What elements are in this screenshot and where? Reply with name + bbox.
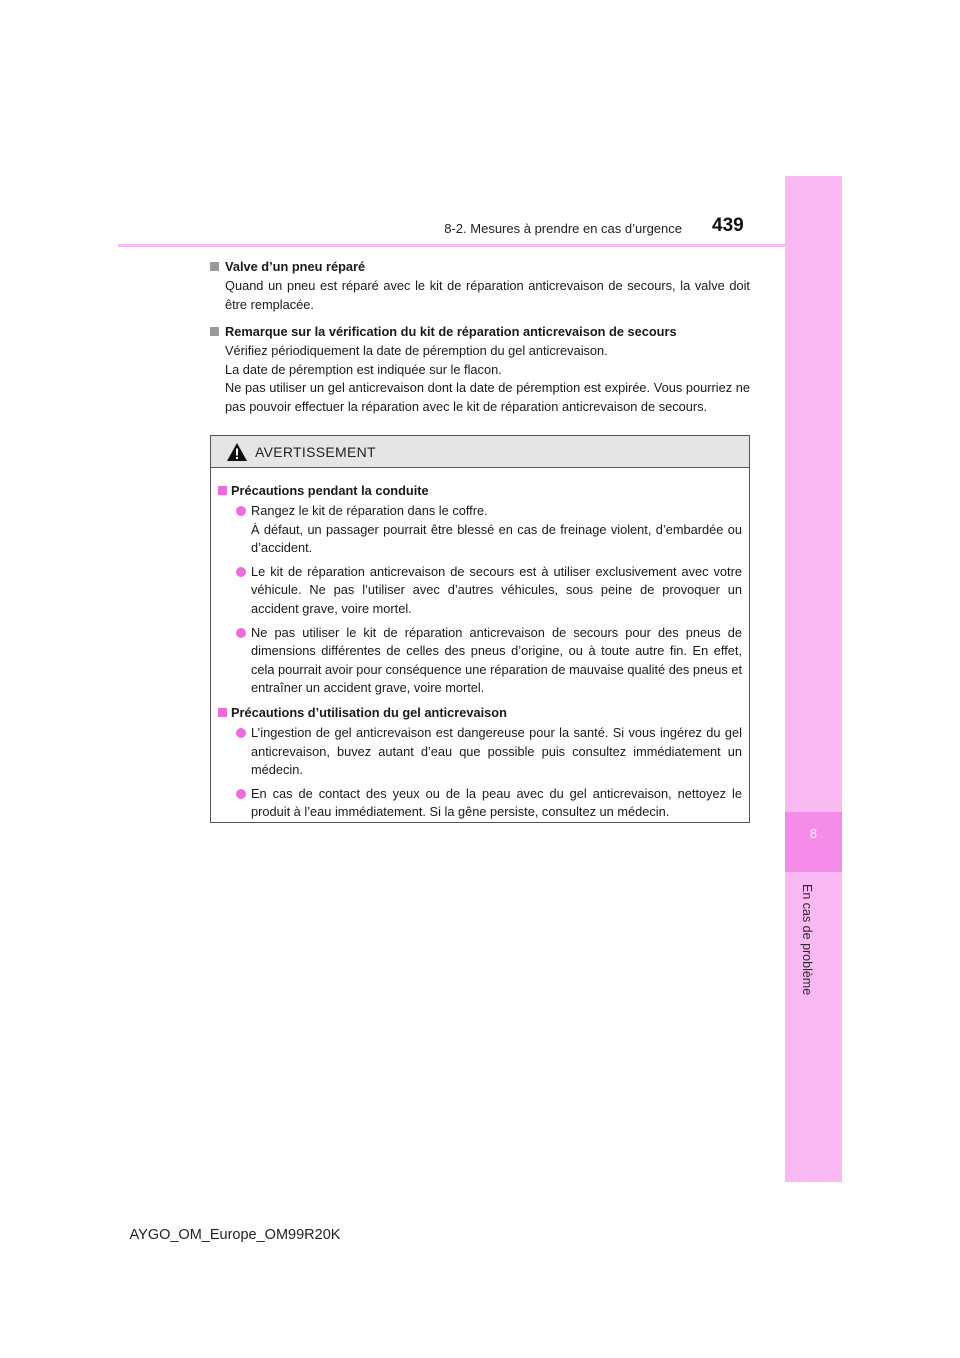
bullet-text: L’ingestion de gel anticrevaison est dangereuse pour la santé. Si vous ingérez du gel anticrevaison, buvez autant d’eau que possible puis consultez immédiatement un médecin. bbox=[251, 724, 742, 778]
chapter-side-tab bbox=[785, 176, 842, 1182]
warning-bullet bbox=[218, 502, 742, 558]
bullet-text: À défaut, un passager pourrait être blessé en cas de freinage violent, d’embardée ou d’accident. bbox=[251, 521, 742, 556]
bullet-text: Rangez le kit de réparation dans le coffre. bbox=[251, 503, 488, 518]
paragraph: Quand un pneu est réparé avec le kit de réparation anticrevaison de secours, la valve doit être remplacée. bbox=[225, 278, 750, 312]
warning-bullet bbox=[218, 724, 742, 780]
circle-bullet-icon bbox=[236, 728, 246, 738]
section-heading bbox=[210, 322, 750, 341]
chapter-number: 8 bbox=[809, 826, 818, 841]
circle-bullet-icon bbox=[236, 789, 246, 799]
section-body bbox=[210, 342, 750, 416]
bullet-text: Ne pas utiliser le kit de réparation anticrevaison de secours pour des pneus de dimensions différentes de celles des pneus d’origine, ou à toute autre fin. En effet, cela pourrait avoir pour conséquence une réparation de mauvaise qualité des pneus et entraîner un accident grave, voire mortel. bbox=[251, 624, 742, 696]
square-bullet-icon bbox=[218, 486, 227, 495]
document-code-text: AYGO_OM_Europe_OM99R20K bbox=[129, 1227, 341, 1243]
warning-bullet bbox=[218, 624, 742, 698]
warning-body bbox=[211, 468, 749, 822]
header-divider bbox=[118, 244, 842, 247]
bullet-text: En cas de contact des yeux ou de la peau avec du gel anticrevaison, nettoyez le produit à l’eau immédiatement. Si la gêne persiste, consultez un médecin. bbox=[251, 785, 742, 820]
page-number: 439 bbox=[712, 215, 744, 236]
warning-header bbox=[211, 436, 749, 468]
paragraph: Ne pas utiliser un gel anticrevaison dont la date de péremption est expirée. Vous pourriez ne pas pouvoir effectuer la réparation avec le kit de réparation anticrevaison de secours. bbox=[225, 380, 750, 414]
warning-group-heading-text: Précautions pendant la conduite bbox=[231, 483, 429, 498]
square-bullet-icon bbox=[210, 327, 219, 336]
warning-group-heading bbox=[218, 481, 742, 500]
paragraph: Vérifiez périodiquement la date de péremption du gel anticrevaison. bbox=[225, 343, 608, 358]
warning-bullet bbox=[218, 563, 742, 619]
warning-group-heading-text: Précautions d’utilisation du gel anticrevaison bbox=[231, 704, 507, 720]
section-heading bbox=[210, 257, 750, 276]
square-bullet-icon bbox=[218, 708, 227, 717]
main-content bbox=[210, 255, 750, 416]
section-heading-text: Remarque sur la vérification du kit de réparation anticrevaison de secours bbox=[225, 324, 677, 339]
circle-bullet-icon bbox=[236, 567, 246, 577]
section-title: 8-2. Mesures à prendre en cas d’urgence bbox=[444, 221, 682, 236]
warning-box bbox=[210, 435, 750, 823]
section-heading-text: Valve d’un pneu réparé bbox=[225, 259, 366, 274]
section-body bbox=[210, 277, 750, 314]
bullet-text: Le kit de réparation anticrevaison de secours est à utiliser exclusivement avec votre véhicule. Ne pas l’utiliser avec d’autres véhicules, sous peine de provoquer un accident grave, voire mortel. bbox=[251, 563, 742, 616]
circle-bullet-icon bbox=[236, 506, 246, 516]
circle-bullet-icon bbox=[236, 628, 246, 638]
warning-bullet bbox=[218, 785, 742, 822]
document-code bbox=[0, 1227, 470, 1243]
chapter-number-block bbox=[785, 812, 842, 872]
warning-triangle-icon bbox=[226, 442, 248, 467]
warning-group-heading bbox=[218, 703, 742, 722]
paragraph: La date de péremption est indiquée sur le flacon. bbox=[225, 361, 502, 377]
warning-title: AVERTISSEMENT bbox=[255, 444, 376, 460]
chapter-label: En cas de problème bbox=[800, 884, 814, 996]
square-bullet-icon bbox=[210, 262, 219, 271]
